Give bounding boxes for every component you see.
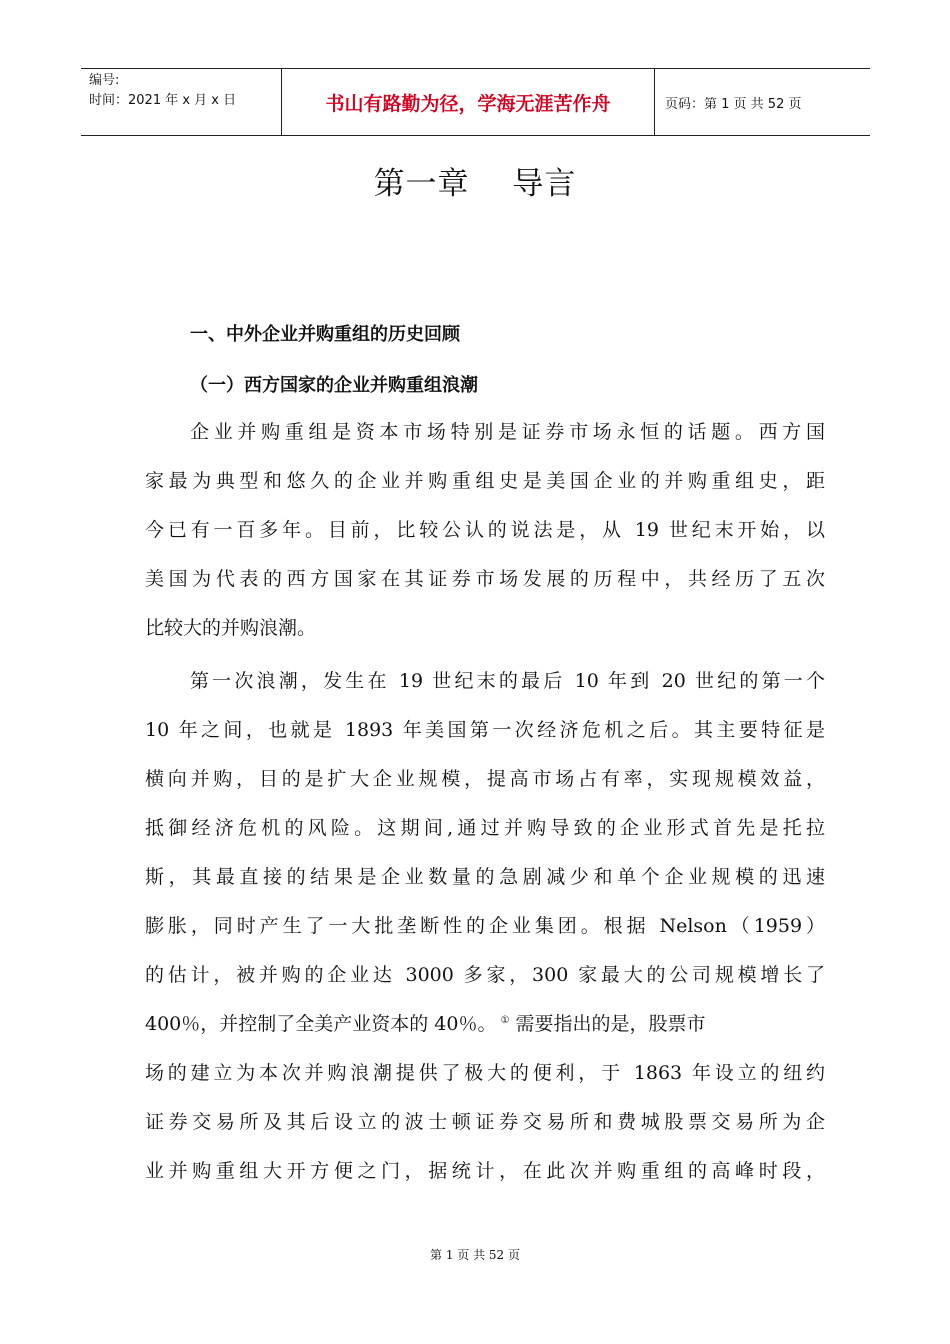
text-line: 业并购重组大开方便之门，据统计，在此次并购重组的高峰时段，	[145, 1160, 825, 1182]
text-line: 10 年之间，也就是 1893 年美国第一次经济危机之后。其主要特征是	[145, 719, 825, 741]
text-line: 比较大的并购浪潮。	[145, 617, 317, 639]
page-footer: 第 1 页 共 52 页	[430, 1248, 520, 1262]
subsection-heading: （一）西方国家的企业并购重组浪潮	[190, 375, 478, 396]
text-segment: 400％，并控制了全美产业资本的 40％。	[145, 1013, 497, 1035]
text-line: 膨胀，同时产生了一大批垄断性的企业集团。根据 Nelson（1959）	[145, 915, 825, 937]
text-line: 美国为代表的西方国家在其证券市场发展的历程中，共经历了五次	[145, 568, 825, 590]
footnote-mark[interactable]: ①	[500, 1014, 510, 1026]
paragraph-1	[145, 408, 825, 653]
text-line: 横向并购，目的是扩大企业规模，提高市场占有率，实现规模效益，	[145, 768, 825, 790]
text-line: 抵御经济危机的风险。这期间,通过并购导致的企业形式首先是托拉	[145, 817, 825, 839]
text-line: 证券交易所及其后设立的波士顿证券交易所和费城股票交易所为企	[145, 1111, 825, 1133]
header-page-info: 页码：第 1 页 共 52 页	[665, 96, 802, 112]
paragraph-2	[145, 657, 825, 1196]
document-header	[81, 68, 870, 136]
number-label: 编号:	[89, 73, 120, 88]
text-segment: 需要指出的是，股票市	[515, 1013, 706, 1035]
time-label: 时间：2021 年 x 月 x 日	[89, 93, 237, 108]
text-line: 今已有一百多年。目前，比较公认的说法是，从 19 世纪末开始，以	[145, 519, 825, 541]
text-line: 斯，其最直接的结果是企业数量的急剧减少和单个企业规模的迅速	[145, 866, 825, 888]
text-line: 家最为典型和悠久的企业并购重组史是美国企业的并购重组史，距	[145, 470, 825, 492]
chapter-title: 第一章 导言	[373, 166, 577, 202]
header-motto: 书山有路勤为径，学海无涯苦作舟	[282, 69, 655, 135]
text-line-with-footnote	[145, 1000, 825, 1049]
text-line: 第一次浪潮，发生在 19 世纪末的最后 10 年到 20 世纪的第一个	[190, 670, 825, 692]
section-heading: 一、中外企业并购重组的历史回顾	[190, 324, 460, 345]
text-line: 的估计，被并购的企业达 3000 多家，300 家最大的公司规模增长了	[145, 964, 825, 986]
header-meta	[81, 69, 282, 135]
text-line: 企业并购重组是资本市场特别是证券市场永恒的话题。西方国	[190, 421, 825, 443]
text-line: 场的建立为本次并购浪潮提供了极大的便利，于 1863 年设立的纽约	[145, 1062, 825, 1084]
